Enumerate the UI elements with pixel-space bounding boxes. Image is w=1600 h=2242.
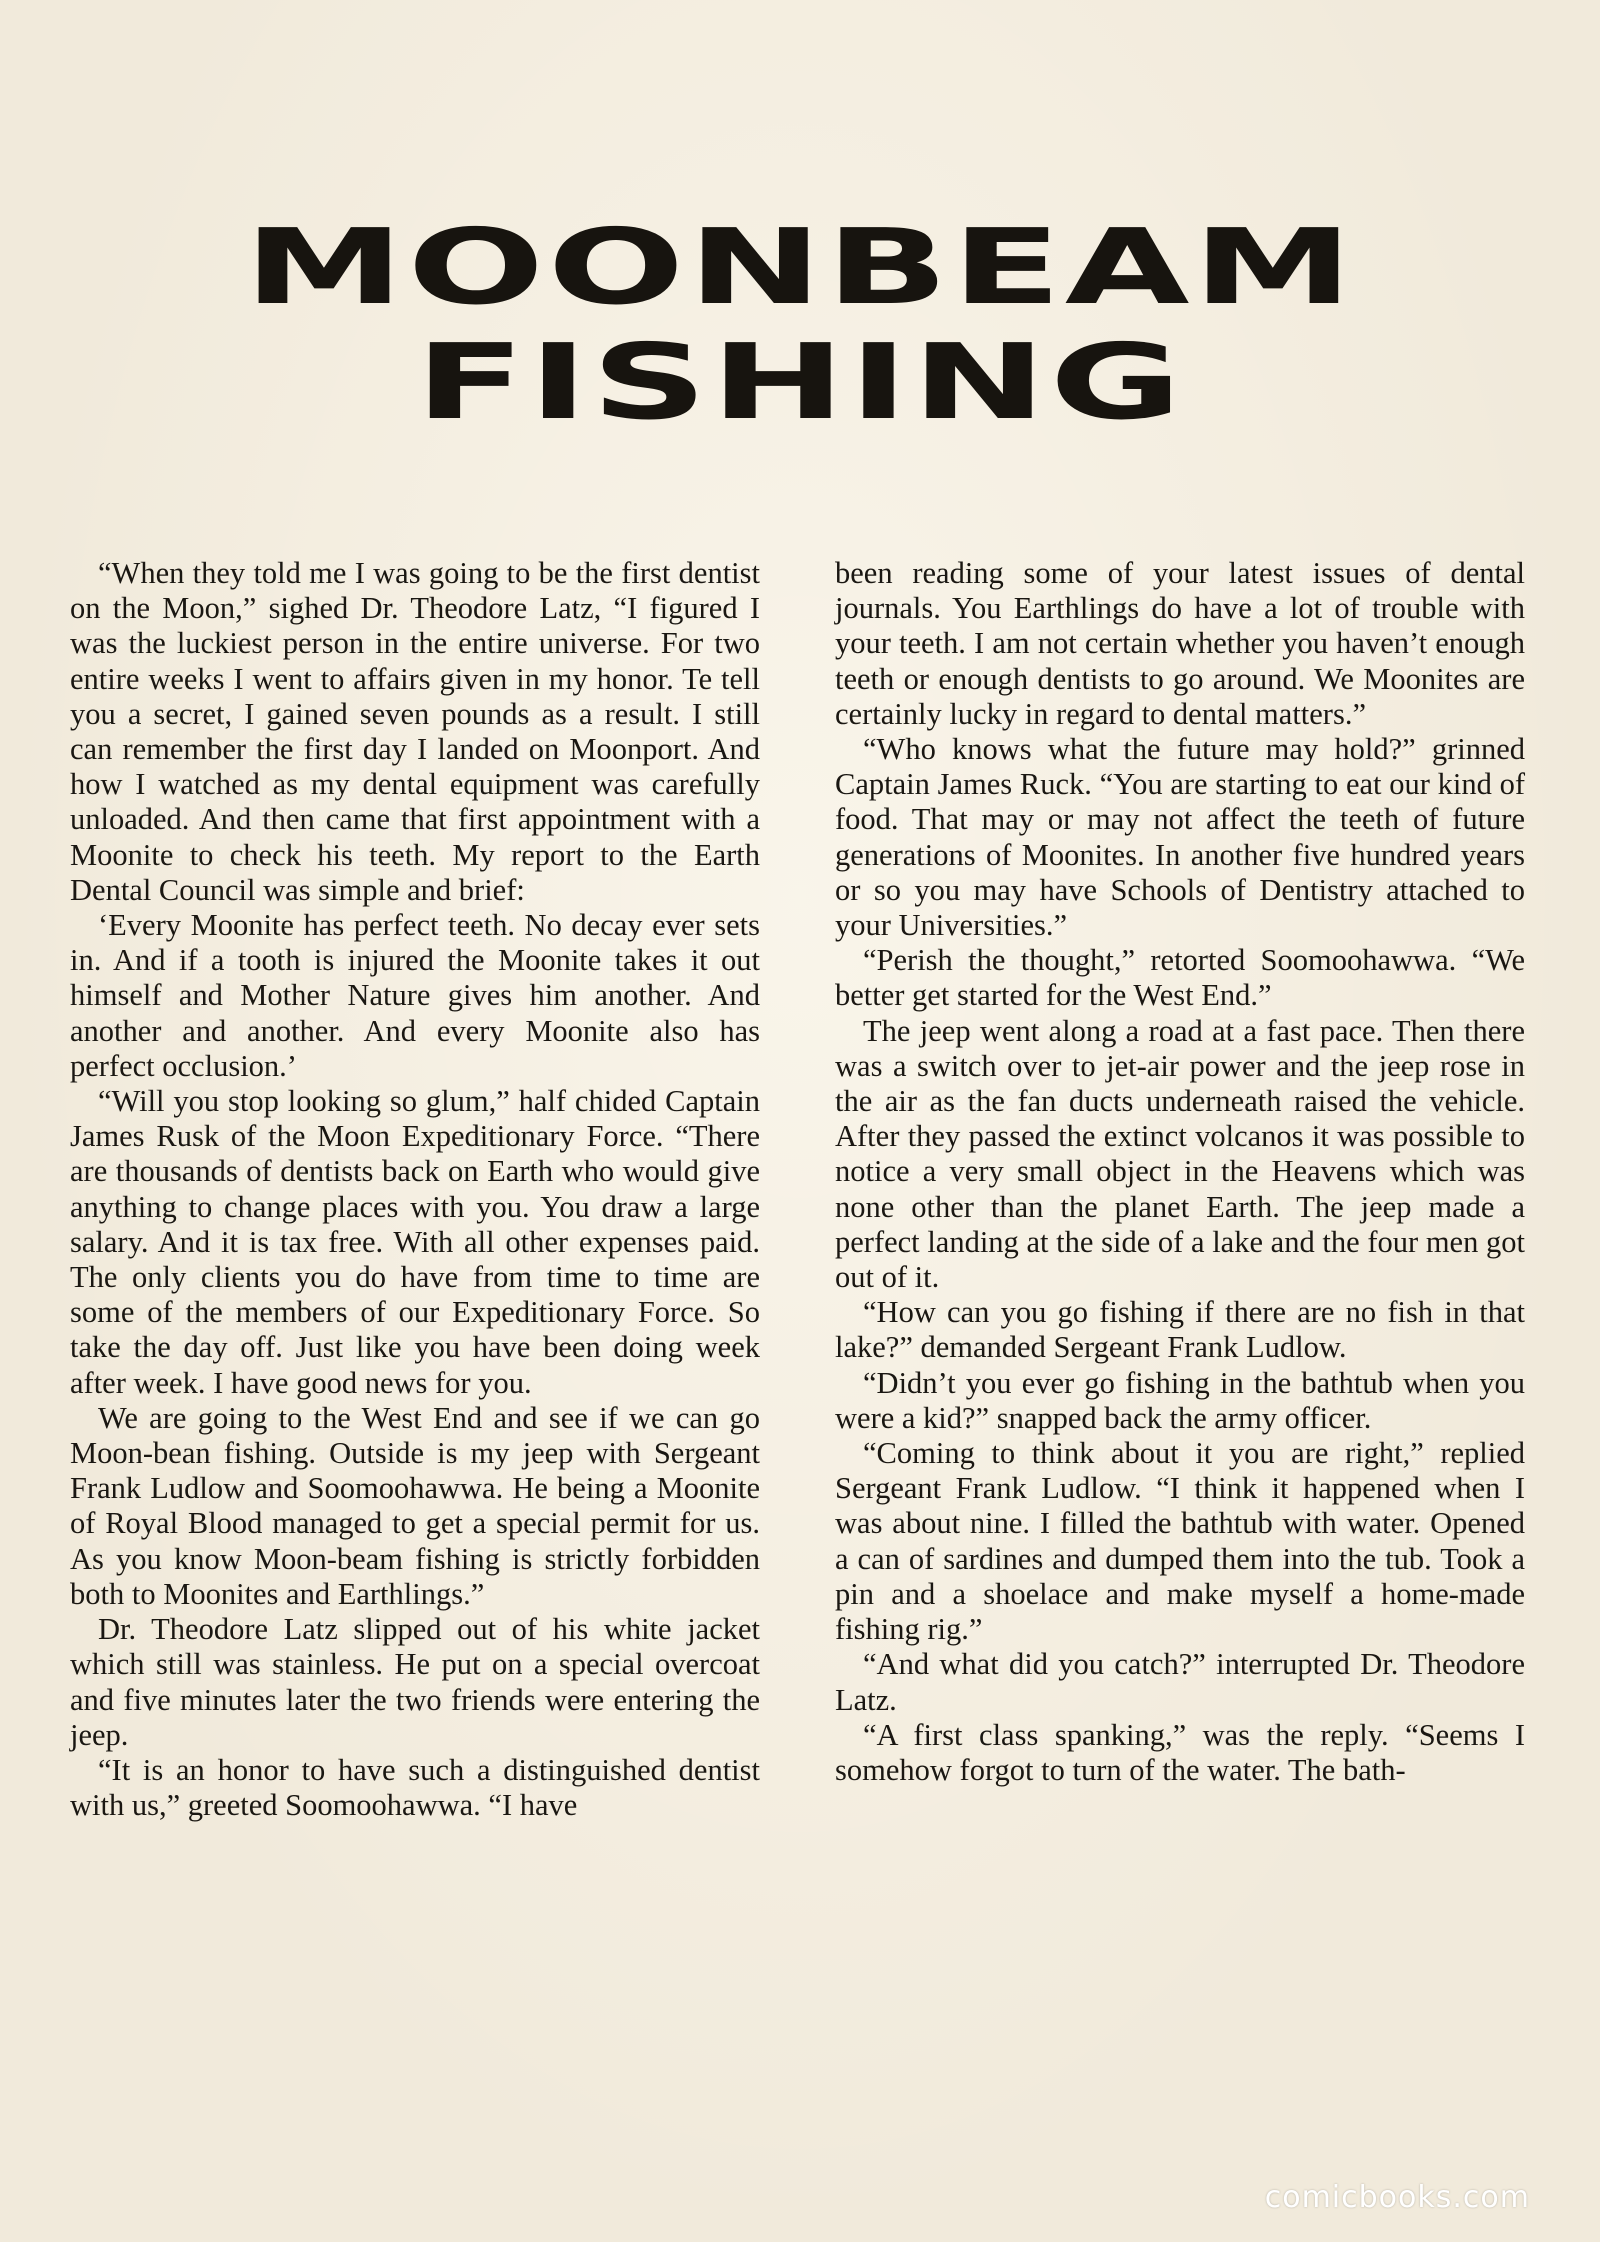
paragraph: “Didn’t you ever go fishing in the bathtub when you were a kid?” snapped back the army officer. [835,1365,1525,1435]
title-line-2: FISHING [414,321,1186,443]
paragraph: “Will you stop looking so glum,” half chided Captain James Rusk of the Moon Expeditionary Force. “There are thousands of dentists back on Earth who would give anything to change places with you. You draw a large salary. And it is tax free. With all other expenses paid. The only clients you do have from time to time are some of the members of our Expeditionary Force. So take the day off. Just like you have been doing week after week. I have good news for you. [70,1084,760,1400]
left-column [70,556,760,1823]
paragraph: “Who knows what the future may hold?” grinned Captain James Ruck. “You are starting to eat our kind of food. That may or may not affect the teeth of future generations of Moonites. In another five hundred years or so you may have Schools of Dentistry attached to your Universities.” [835,732,1525,943]
paragraph: “When they told me I was going to be the first dentist on the Moon,” sighed Dr. Theodore Latz, “I figured I was the luckiest person in the entire universe. For two entire weeks I went to affairs given in my honor. Te tell you a secret, I gained seven pounds as a result. I still can remember the first day I landed on Moonport. And how I watched as my dental equipment was carefully unloaded. And then came that first appointment with a Moonite to check his teeth. My report to the Earth Dental Council was simple and brief: [70,556,760,907]
watermark: comicbooks.com [1264,2180,1530,2215]
right-column [835,556,1525,1788]
paragraph: We are going to the West End and see if we can go Moon-bean fishing. Outside is my jeep with Sergeant Frank Ludlow and Soomoohawwa. He being a Moonite of Royal Blood managed to get a special permit for us. As you know Moon-beam fishing is strictly forbidden both to Moonites and Earthlings.” [70,1400,760,1611]
paragraph: “And what did you catch?” interrupted Dr. Theodore Latz. [835,1647,1525,1717]
paragraph: “A first class spanking,” was the reply. “Seems I somehow forgot to turn of the water. The bath- [835,1717,1525,1787]
title-line-1: MOONBEAM [243,206,1357,328]
paragraph: “How can you go fishing if there are no fish in that lake?” demanded Sergeant Frank Ludlow. [835,1295,1525,1365]
paragraph: The jeep went along a road at a fast pace. Then there was a switch over to jet-air power and the jeep rose in the air as the fan ducts underneath raised the vehicle. After they passed the extinct volcanos it was possible to notice a very small object in the Heavens which was none other than the planet Earth. The jeep made a perfect landing at the side of a lake and the four men got out of it. [835,1013,1525,1295]
paragraph: “It is an honor to have such a distinguished dentist with us,” greeted Soomoohawwa. “I have [70,1752,760,1823]
paragraph: Dr. Theodore Latz slipped out of his white jacket which still was stainless. He put on a special overcoat and five minutes later the two friends were entering the jeep. [70,1612,760,1752]
paragraph: been reading some of your latest issues of dental journals. You Earthlings do have a lot of trouble with your teeth. I am not certain whether you haven’t enough teeth or enough dentists to go around. We Moonites are certainly lucky in regard to dental matters.” [835,556,1525,731]
paragraph: ‘Every Moonite has perfect teeth. No decay ever sets in. And if a tooth is injured the Moonite takes it out himself and Mother Nature gives him another. And another and another. And every Moonite also has perfect occlusion.’ [70,908,760,1083]
paragraph: “Perish the thought,” retorted Soomoohawwa. “We better get started for the West End.” [835,943,1525,1013]
paragraph: “Coming to think about it you are right,” replied Sergeant Frank Ludlow. “I think it happened when I was about nine. I filled the bathtub with water. Opened a can of sardines and dumped them into the tub. Took a pin and a shoelace and make myself a home-made fishing rig.” [835,1436,1525,1647]
